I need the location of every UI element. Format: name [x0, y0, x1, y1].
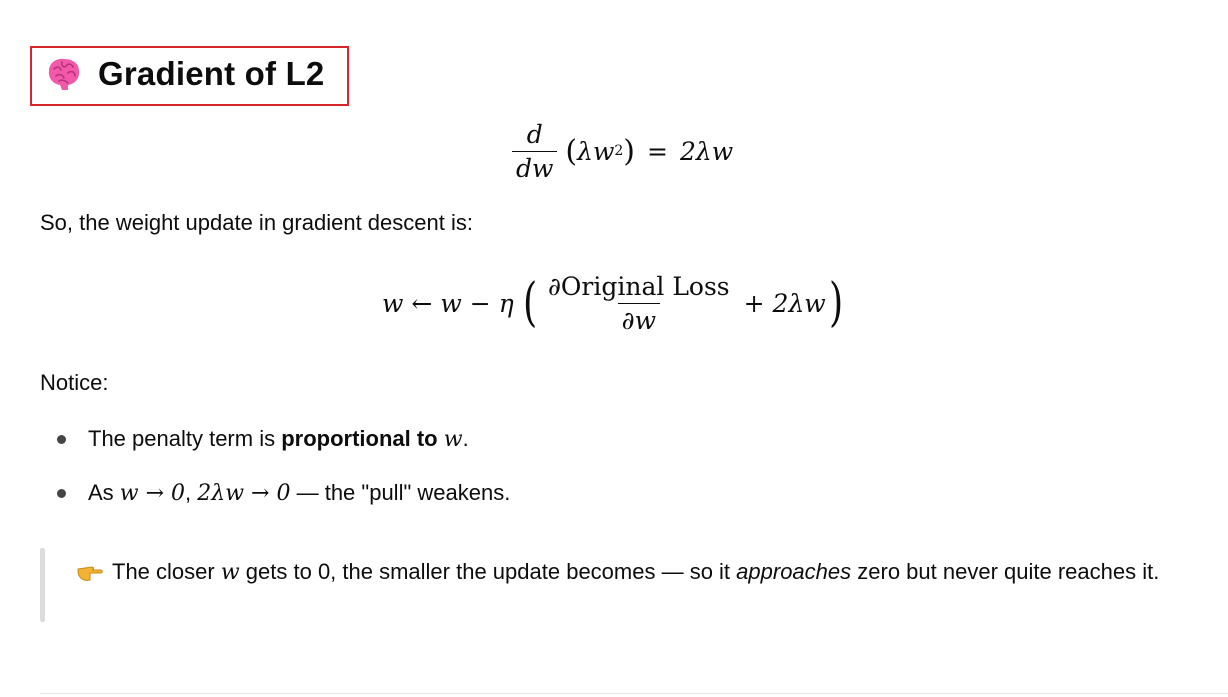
explanation-text: So, the weight update in gradient descent is: [40, 210, 473, 235]
blockquote-bar [40, 548, 45, 622]
list-item: The penalty term is proportional to w. [0, 418, 510, 472]
section-heading [44, 54, 325, 94]
derivative-operator: $\frac{d}{dw}$ [512, 120, 557, 183]
notice-list [0, 418, 510, 526]
blockquote: The closer w gets to 0, the smaller the update becomes — so it approaches zero but never quite reaches it. [76, 552, 1166, 592]
derivative-equation: $\frac{d}{dw}$ ( λw 2 ) = 2λw [508, 116, 733, 186]
brain-icon [44, 54, 84, 94]
weight-update-equation: w ← w − η ( $\frac{\text{∂Original Loss}}{\partial w}$ + 2λw ) [382, 271, 843, 335]
divider [40, 693, 1228, 694]
section-title: Gradient of L2 [98, 55, 325, 92]
notice-label: Notice: [40, 370, 109, 395]
partial-fraction: $\frac{\text{∂Original Loss}}{\partial w}$ [548, 271, 730, 335]
pointing-hand-icon [76, 559, 104, 583]
list-item: As w → 0, 2λw → 0 — the "pull" weakens. [0, 472, 510, 526]
